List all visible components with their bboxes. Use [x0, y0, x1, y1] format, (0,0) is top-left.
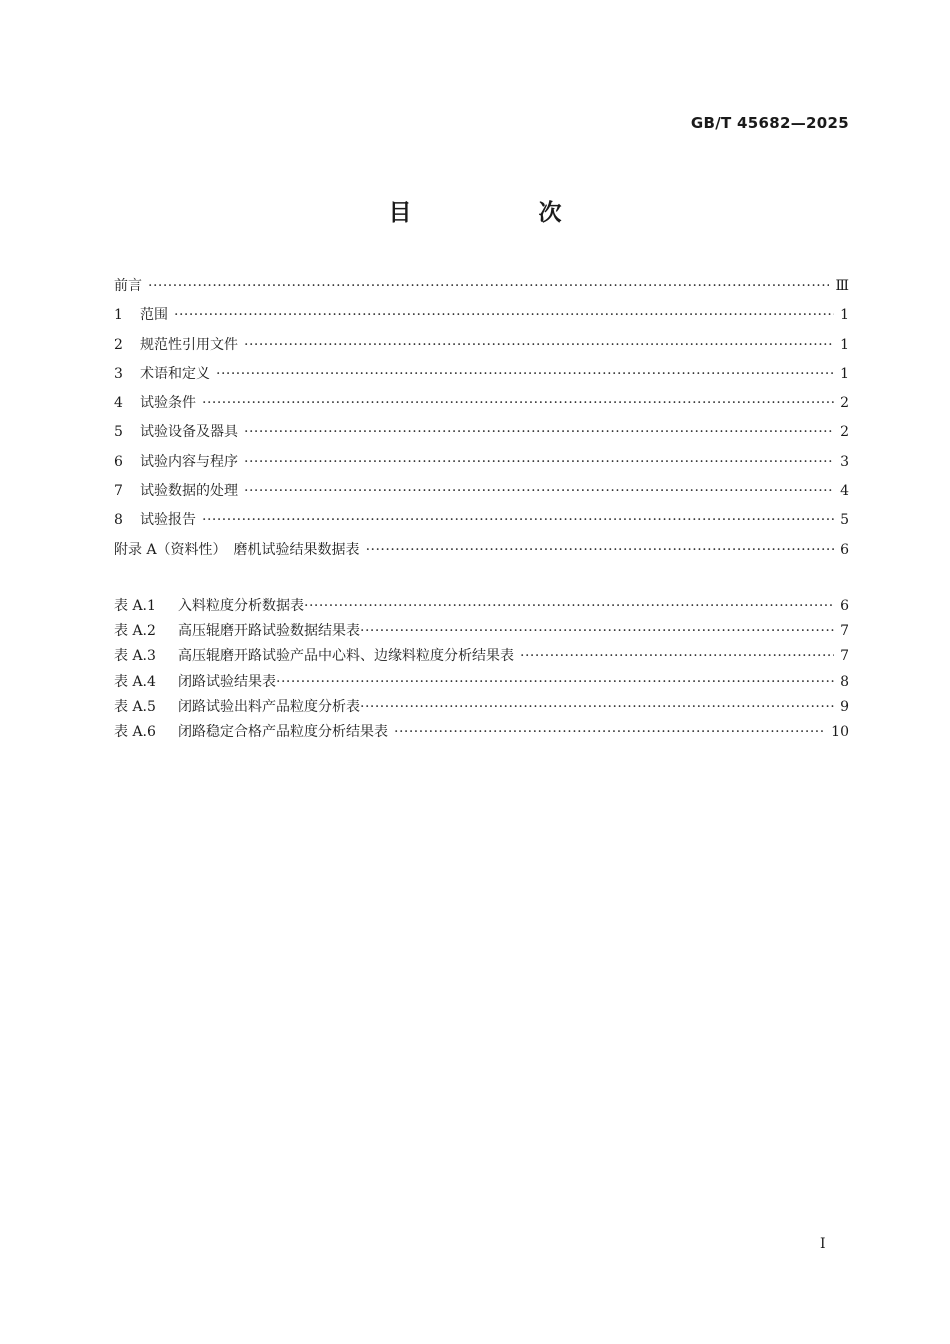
toc-entry-page: 2	[840, 395, 849, 412]
toc-entry-page: 6	[840, 541, 849, 558]
table-entry-page: 9	[840, 698, 849, 715]
toc-entry-label: 试验条件	[140, 395, 196, 412]
table-entry[interactable]	[114, 594, 849, 619]
dot-leader	[174, 301, 834, 330]
table-entry-page: 7	[840, 623, 849, 640]
toc-entry-number: 3	[114, 365, 123, 382]
toc-entry-scope[interactable]	[114, 301, 849, 330]
table-entry-number: 表 A.2	[114, 623, 156, 640]
page-title: 目 次	[388, 200, 614, 226]
table-entry[interactable]	[114, 644, 849, 669]
dot-leader	[244, 477, 834, 506]
toc-entry-label: 范围	[140, 307, 168, 324]
toc-entry-label: 试验内容与程序	[140, 453, 238, 470]
table-entry-number: 表 A.3	[114, 648, 156, 665]
toc-entry-page: 2	[840, 424, 849, 441]
toc-entry-page: 5	[840, 512, 849, 529]
table-entry-number: 表 A.1	[114, 598, 156, 614]
table-entry[interactable]	[114, 619, 849, 644]
table-of-contents	[114, 272, 849, 565]
toc-entry-number: 7	[114, 483, 123, 500]
toc-entry-page: 1	[840, 336, 849, 353]
toc-entry-data-processing[interactable]	[114, 477, 849, 506]
table-entry-label: 高压辊磨开路试验产品中心料、边缘料粒度分析结果表	[178, 648, 514, 665]
table-entry[interactable]	[114, 670, 849, 695]
toc-entry-page: 3	[840, 453, 849, 470]
toc-entry-number: 8	[114, 512, 123, 529]
dot-leader	[276, 670, 834, 695]
toc-entry-number: 2	[114, 336, 123, 353]
toc-entry-number: 5	[114, 424, 123, 441]
dot-leader	[148, 272, 829, 301]
table-entry-page: 7	[840, 648, 849, 665]
dot-leader	[244, 418, 834, 447]
table-entry-label: 入料粒度分析数据表	[178, 598, 304, 614]
table-entry-label: 闭路稳定合格产品粒度分析结果表	[178, 723, 388, 740]
table-entry-label: 闭路试验出料产品粒度分析表	[178, 698, 360, 715]
dot-leader	[394, 720, 825, 745]
dot-leader	[520, 644, 834, 669]
toc-entry-label: 试验设备及器具	[140, 424, 238, 441]
toc-entry-number: 6	[114, 453, 123, 470]
table-entry[interactable]	[114, 720, 849, 745]
table-entry-number: 表 A.4	[114, 673, 156, 690]
toc-entry-label: 前言	[114, 278, 142, 294]
toc-entry-foreword[interactable]	[114, 272, 849, 301]
toc-entry-label: 试验报告	[140, 512, 196, 529]
toc-entry-test-equipment[interactable]	[114, 418, 849, 447]
dot-leader	[366, 536, 835, 565]
toc-entry-label: 术语和定义	[140, 365, 210, 382]
toc-entry-page: 4	[840, 483, 849, 500]
table-entry-label: 闭路试验结果表	[178, 673, 276, 690]
standard-number: GB/T 45682—2025	[690, 114, 849, 132]
toc-entry-test-procedure[interactable]	[114, 448, 849, 477]
toc-entry-page: 1	[840, 365, 849, 382]
table-entry-page: 6	[840, 598, 849, 614]
table-entry-number: 表 A.5	[114, 698, 156, 715]
dot-leader	[360, 619, 834, 644]
dot-leader	[360, 695, 834, 720]
toc-entry-test-conditions[interactable]	[114, 389, 849, 418]
toc-entry-annex-a[interactable]	[114, 536, 849, 565]
toc-entry-terms-definitions[interactable]	[114, 360, 849, 389]
table-entry-label: 高压辊磨开路试验数据结果表	[178, 623, 360, 640]
page-number: I	[820, 1236, 826, 1252]
toc-entry-number: 1	[114, 307, 123, 324]
toc-entry-label: 规范性引用文件	[140, 336, 238, 353]
toc-entry-label: 试验数据的处理	[140, 483, 238, 500]
table-entry-page: 10	[831, 723, 849, 740]
dot-leader	[202, 389, 834, 418]
dot-leader	[216, 360, 834, 389]
table-entry-number: 表 A.6	[114, 723, 156, 740]
dot-leader	[202, 506, 834, 535]
table-entry[interactable]	[114, 695, 849, 720]
toc-entry-normative-references[interactable]	[114, 331, 849, 360]
dot-leader	[244, 331, 834, 360]
toc-entry-label: 附录 A（资料性） 磨机试验结果数据表	[114, 541, 360, 558]
toc-entry-number: 4	[114, 395, 123, 412]
toc-entry-page: 1	[840, 307, 849, 324]
toc-entry-page: Ⅲ	[835, 278, 849, 294]
table-entry-page: 8	[840, 673, 849, 690]
dot-leader	[244, 448, 834, 477]
list-of-tables	[114, 594, 849, 745]
dot-leader	[304, 594, 834, 619]
toc-entry-test-report[interactable]	[114, 506, 849, 535]
